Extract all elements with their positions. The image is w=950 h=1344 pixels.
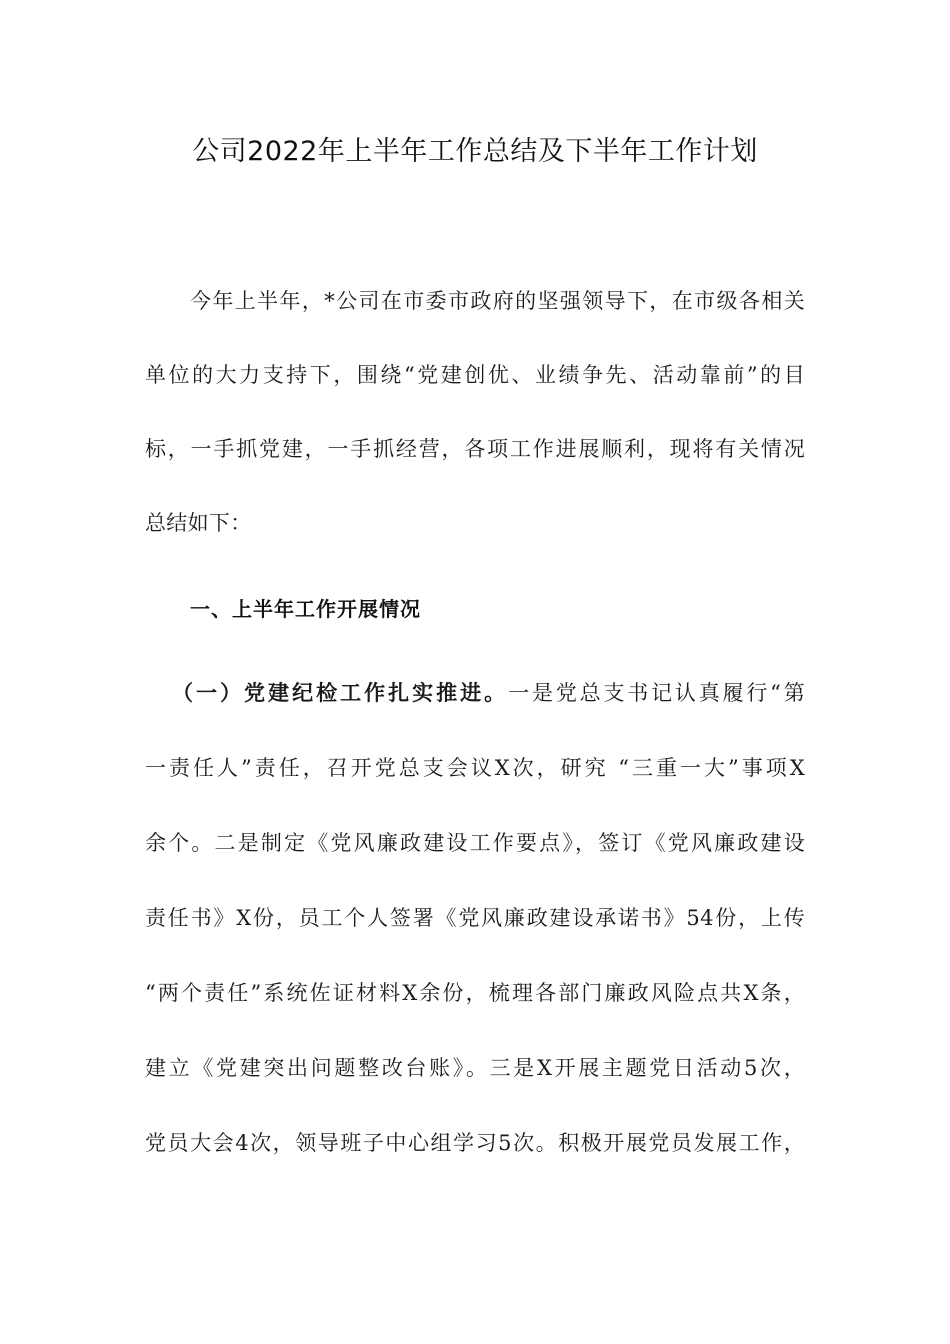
subsection-1-heading: （一）党建纪检工作扎实推进。 xyxy=(172,681,509,705)
paragraph-line: 责任书》X份，员工个人签署《党风廉政建设承诺书》54份，上传 xyxy=(145,906,805,930)
intro-line-4: 总结如下： xyxy=(145,511,252,535)
subsection-1-first-line xyxy=(172,678,805,708)
section-heading-1: 一、上半年工作开展情况 xyxy=(190,597,421,621)
paragraph-line: 党员大会4次，领导班子中心组学习5次。积极开展党员发展工作， xyxy=(145,1131,805,1155)
document-title: 公司2022年上半年工作总结及下半年工作计划 xyxy=(192,136,758,167)
paragraph-line: 余个。二是制定《党风廉政建设工作要点》，签订《党风廉政建设 xyxy=(145,831,805,855)
intro-line-1: 今年上半年，*公司在市委市政府的坚强领导下，在市级各相关 xyxy=(190,289,805,313)
paragraph-line: “两个责任”系统佐证材料X余份，梳理各部门廉政风险点共X条， xyxy=(145,981,805,1005)
intro-line-3: 标，一手抓党建，一手抓经营，各项工作进展顺利，现将有关情况 xyxy=(145,437,805,461)
paragraph-line: 一责任人”责任，召开党总支会议X次，研究 “三重一大”事项X xyxy=(145,756,805,780)
subsection-1-first-line-text: 一是党总支书记认真履行“第 xyxy=(508,681,806,705)
intro-line-2: 单位的大力支持下，围绕“党建创优、业绩争先、活动靠前”的目 xyxy=(145,363,805,387)
paragraph-line: 建立《党建突出问题整改台账》。三是X开展主题党日活动5次， xyxy=(145,1056,805,1080)
